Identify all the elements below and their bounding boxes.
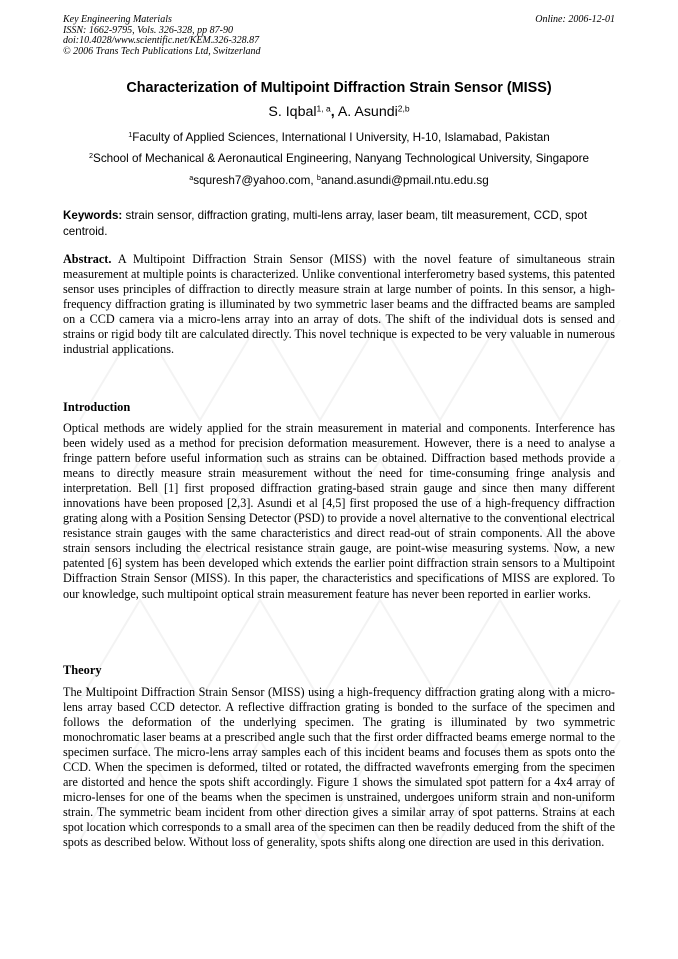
affiliation-1-sup: 1 — [128, 130, 133, 140]
email-a: squresh7@yahoo.com, — [193, 174, 317, 187]
email-b-sup: b — [316, 173, 321, 183]
author-emails — [55, 174, 623, 187]
keywords — [63, 208, 615, 240]
affiliation-1 — [55, 131, 623, 144]
affiliation-1-text: Faculty of Applied Sciences, International I University, H-10, Islamabad, Pakistan — [132, 131, 550, 144]
affiliation-2 — [55, 152, 623, 165]
affiliation-2-text: School of Mechanical & Aeronautical Engineering, Nanyang Technological University, Singapore — [93, 152, 589, 165]
author-2-sup: 2,b — [397, 103, 410, 114]
keywords-text: strain sensor, diffraction grating, multi-lens array, laser beam, tilt measurement, CCD, spot centroid. — [63, 209, 588, 239]
theory-paragraph: The Multipoint Diffraction Strain Sensor (MISS) using a high-frequency diffraction grating along with a micro-lens array based CCD detector. A reflective diffraction grating is bonded to the surface of the specimen and follows the deformation of the underlying specimen. The grating is illuminated by two symmetric monochromatic laser beams at a prescribed angle such that the first order diffracted beams emerge normal to the specimen surface. The micro-lens array samples each of this incident beams and focuses them as spots onto the CCD. When the specimen is deformed, tilted or rotated, the diffracted wavefronts emerging from the specimen are distorted and hence the spots shift accordingly. Figure 1 shows the simulated spot pattern for a 4x4 array of micro-lenses for one of the beams when the specimen is unstrained, undergoes uniform strain and non-uniform strain. The symmetric beam incident from other direction gives a similar array of spot patterns. Strains at each spot location which corresponds to a small area of the specimen can then be readily deduced from the shift of the spots as described below. Without loss of generality, spots shifts along one direction are used in this derivation. — [63, 685, 615, 850]
journal-doi: doi:10.4028/www.scientific.net/KEM.326-328.87 — [63, 35, 260, 46]
abstract-text: A Multipoint Diffraction Strain Sensor (MISS) with the novel feature of simultaneous strain measurement at multiple points is characterized. Unlike conventional interferometry based systems, this patented sensor uses principles of diffraction to directly measure strain at large number of points. In this sensor, a high-frequency diffraction grating is illuminated by two symmetric laser beams and the diffracted beams are sampled on a CCD camera via a micro-lens array into an array of dots. The shift of the individual dots is sensed and strains or rigid body tilt are calculated directly. This novel technique is expected to be very valuable in numerous industrial applications. — [63, 252, 615, 357]
author-separator: , — [330, 104, 335, 120]
email-b: anand.asundi@pmail.ntu.edu.sg — [320, 174, 489, 187]
theory-heading: Theory — [63, 663, 102, 677]
author-1-name: S. Iqbal — [268, 104, 317, 120]
affiliation-2-sup: 2 — [89, 151, 94, 161]
introduction-paragraph: Optical methods are widely applied for the strain measurement in material and components. Interference has been widely used as a method for precision deformation measurement. However, there is a need to analyse a fringe pattern before useful information such as strains can be obtained. Diffraction based methods provide a means to directly measure strain measurement without the need for time-consuming fringe analysis and interpretation. Bell [1] first proposed diffraction grating-based strain gauge and since then many different innovations have been proposed [2,3]. Asundi et al [4,5] first proposed the use of a high-frequency diffraction grating along with a Position Sensing Detector (PSD) to provide a novel alternative to the conventional electrical resistance strain gauges with the same characteristics and direct read-out of strain components. All the above strain sensors including the electrical resistance strain gauge, are point-wise measuring systems. Now, a new patented [6] system has been developed which extends the earlier point diffraction strain sensors to a Multipoint Diffraction Strain Sensor (MISS). In this paper, the characteristics and specifications of MISS are explored. To our knowledge, such multipoint optical strain measurement feature has never been reported in earlier works. — [63, 421, 615, 601]
journal-copyright: © 2006 Trans Tech Publications Ltd, Switzerland — [63, 45, 261, 57]
introduction-heading: Introduction — [63, 400, 131, 414]
author-1-sup: 1, a — [316, 103, 331, 114]
online-date: Online: 2006-12-01 — [535, 14, 615, 25]
author-line — [63, 104, 615, 120]
journal-header — [63, 15, 615, 57]
author-2-name: A. Asundi — [334, 104, 398, 120]
abstract — [63, 252, 615, 357]
email-a-sup: a — [189, 173, 194, 183]
paper-title: Characterization of Multipoint Diffraction Strain Sensor (MISS) — [126, 80, 552, 96]
journal-issn: ISSN: 1662-9795, Vols. 326-328, pp 87-90 — [63, 24, 233, 36]
abstract-label: Abstract. — [63, 252, 112, 266]
keywords-label: Keywords: — [63, 209, 123, 222]
journal-name: Key Engineering Materials — [63, 14, 172, 25]
